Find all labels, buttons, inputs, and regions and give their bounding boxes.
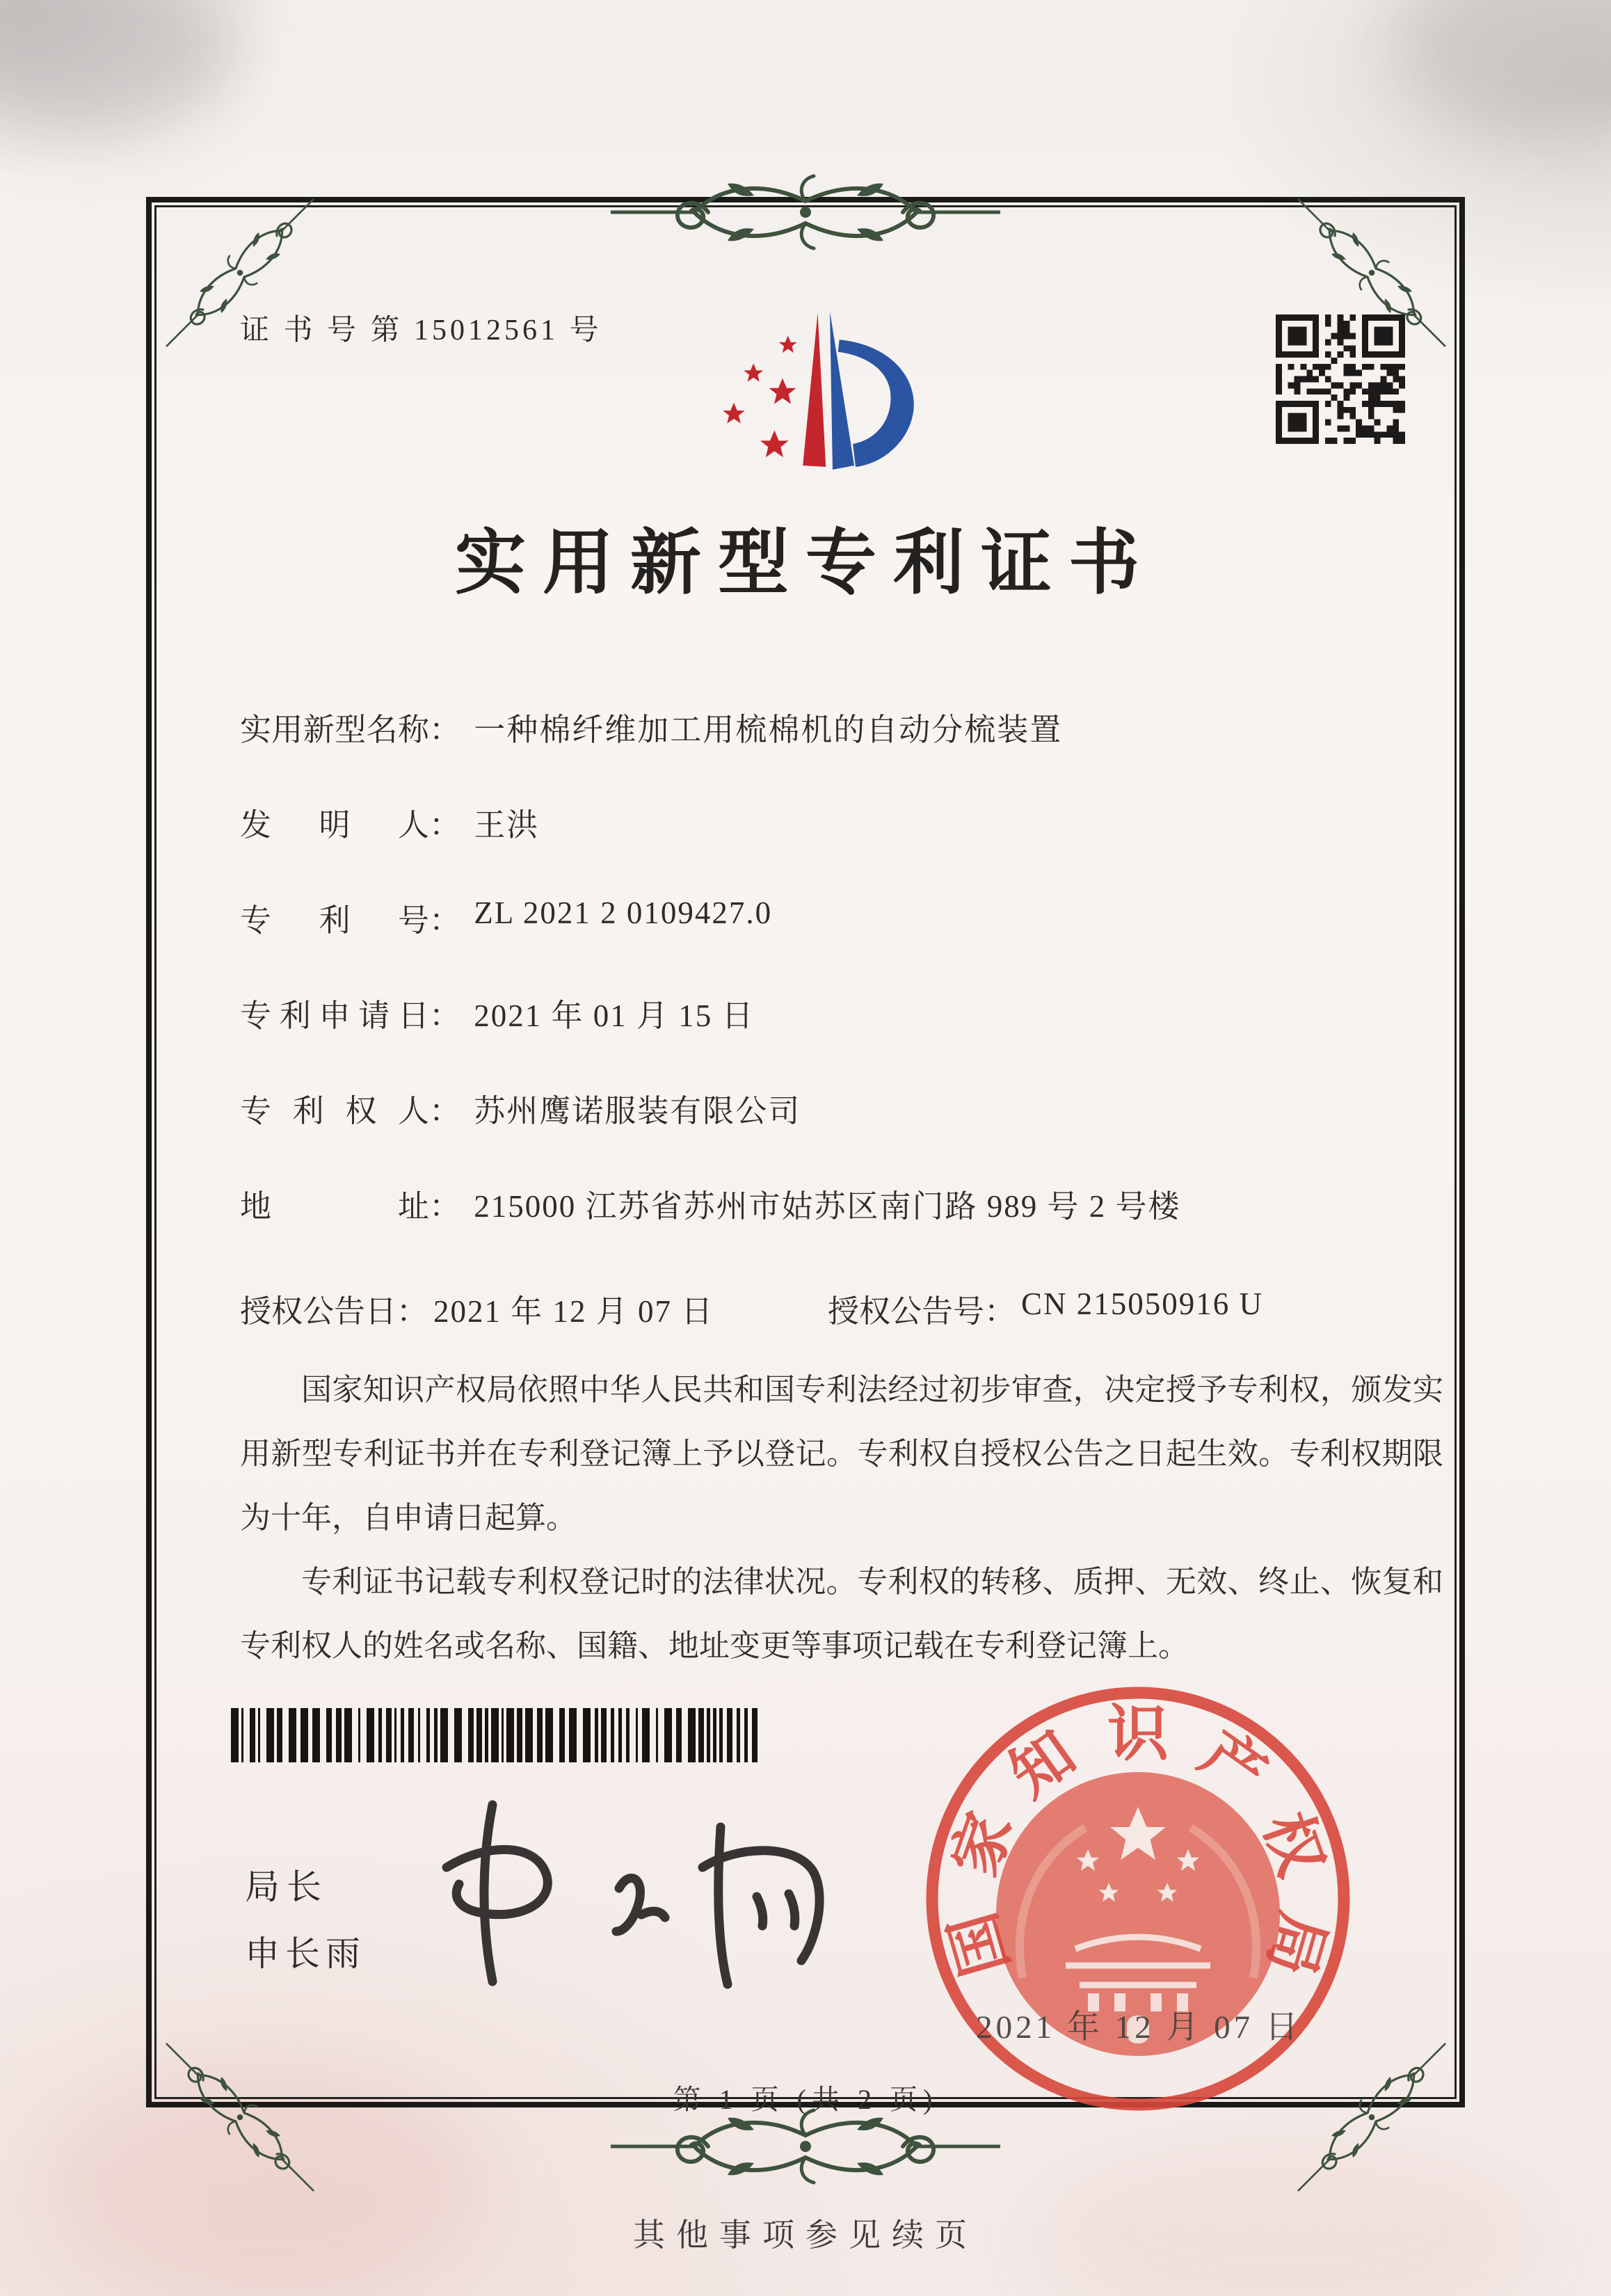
director-name: 申长雨 bbox=[245, 1934, 366, 1973]
field-colon: ： bbox=[984, 1294, 1016, 1329]
seal-char: 局 bbox=[1254, 1905, 1337, 1983]
seal-date: 2021 年 12 月 07 日 bbox=[976, 2009, 1301, 2046]
cnipa-logo-icon bbox=[685, 298, 929, 491]
field-row-inventor bbox=[240, 799, 1450, 895]
field-row-address bbox=[240, 1181, 1450, 1276]
seal-char: 国 bbox=[939, 1905, 1022, 1983]
field-value: ZL 2021 2 0109427.0 bbox=[474, 895, 773, 930]
field-label: 专利号 bbox=[240, 903, 429, 938]
field-value: 215000 江苏省苏州市姑苏区南门路 989 号 2 号楼 bbox=[474, 1189, 1181, 1224]
legal-text bbox=[240, 1358, 1443, 1678]
seal-char: 权 bbox=[1250, 1804, 1335, 1885]
grant-date-value: 2021 年 12 月 07 日 bbox=[433, 1294, 714, 1329]
field-colon: ： bbox=[429, 998, 461, 1033]
cnipa-seal bbox=[918, 1679, 1358, 2119]
legal-paragraph-1: 国家知识产权局依照中华人民共和国专利法经过初步审查，决定授予专利权，颁发实用新型专利证书并在专利登记簿上予以登记。专利权自授权公告之日起生效。专利权期限为十年，自申请日起算。 bbox=[240, 1373, 1443, 1535]
page-number: 第 1 页 (共 2 页) bbox=[673, 2084, 938, 2115]
paper-stain bbox=[1391, 0, 1611, 139]
field-colon: ： bbox=[429, 903, 461, 938]
grant-number-label: 授权公告号 bbox=[828, 1294, 985, 1329]
field-colon: ： bbox=[396, 1294, 428, 1329]
field-colon: ： bbox=[429, 712, 461, 747]
legal-paragraph-2: 专利证书记载专利权登记时的法律状况。专利权的转移、质押、无效、终止、恢复和专利权人的姓名或名称、国籍、地址变更等事项记载在专利登记簿上。 bbox=[240, 1565, 1443, 1663]
field-value: 王洪 bbox=[474, 808, 540, 843]
field-label: 发明人 bbox=[240, 808, 429, 843]
certificate-title: 实用新型专利证书 bbox=[455, 525, 1156, 603]
field-label: 实用新型名称 bbox=[240, 712, 429, 747]
grant-row bbox=[240, 1286, 1450, 1331]
qr-code bbox=[1276, 314, 1405, 444]
seal-ring-text bbox=[918, 1679, 1358, 2119]
field-list bbox=[240, 704, 1450, 1276]
paper-stain bbox=[0, 0, 237, 139]
field-row-patentee bbox=[240, 1085, 1450, 1181]
field-label: 地址 bbox=[240, 1189, 429, 1224]
field-row-name bbox=[240, 704, 1450, 799]
field-label: 专利申请日 bbox=[240, 998, 429, 1033]
seal-char: 家 bbox=[941, 1804, 1026, 1885]
field-row-filing-date bbox=[240, 990, 1450, 1085]
field-row-patent-no bbox=[240, 895, 1450, 990]
seal-char: 知 bbox=[998, 1719, 1088, 1810]
director-signature bbox=[410, 1778, 863, 2015]
continuation-note: 其他事项参见续页 bbox=[633, 2217, 978, 2253]
director-title: 局长 bbox=[245, 1867, 328, 1906]
field-value: 2021 年 01 月 15 日 bbox=[474, 998, 755, 1033]
barcode bbox=[231, 1708, 764, 1762]
grant-number-value: CN 215050916 U bbox=[1021, 1286, 1264, 1321]
field-colon: ： bbox=[429, 1094, 461, 1129]
field-colon: ： bbox=[429, 1189, 461, 1224]
field-colon: ： bbox=[429, 808, 461, 843]
field-label: 专利权人 bbox=[240, 1094, 429, 1129]
seal-char: 识 bbox=[1107, 1701, 1169, 1769]
certificate-number: 证 书 号 第 15012561 号 bbox=[240, 314, 602, 346]
flourish-ornament-top bbox=[611, 169, 1000, 255]
field-value: 苏州鹰诺服装有限公司 bbox=[474, 1094, 801, 1129]
seal-char: 产 bbox=[1188, 1719, 1278, 1810]
field-value: 一种棉纤维加工用梳棉机的自动分梳装置 bbox=[474, 712, 1063, 747]
grant-date-label: 授权公告日 bbox=[240, 1294, 397, 1329]
